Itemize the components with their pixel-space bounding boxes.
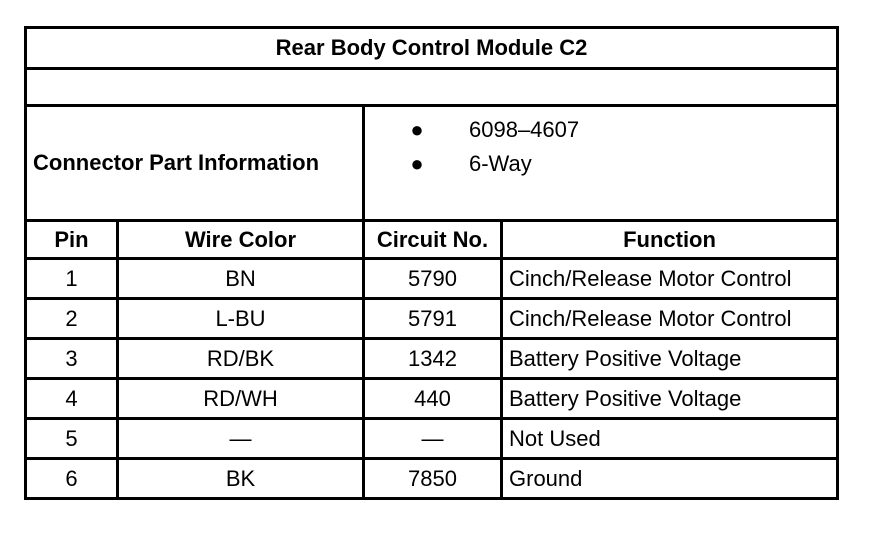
pin-cell: 1 — [26, 259, 118, 299]
pin-cell: 2 — [26, 299, 118, 339]
header-pin: Pin — [26, 221, 118, 259]
function-cell: Ground — [502, 459, 838, 499]
table-title: Rear Body Control Module C2 — [26, 28, 838, 69]
circuit-cell: 440 — [364, 379, 502, 419]
wire-color-cell: — — [118, 419, 364, 459]
table-row — [26, 259, 838, 299]
table-row — [26, 419, 838, 459]
spacer-row — [26, 69, 838, 106]
connector-part-info — [364, 106, 838, 221]
circuit-cell: 5790 — [364, 259, 502, 299]
wire-color-cell: RD/BK — [118, 339, 364, 379]
function-cell: Battery Positive Voltage — [502, 339, 838, 379]
table-row — [26, 379, 838, 419]
function-cell: Not Used — [502, 419, 838, 459]
circuit-cell: 5791 — [364, 299, 502, 339]
header-circuit-no: Circuit No. — [364, 221, 502, 259]
wire-color-cell: L-BU — [118, 299, 364, 339]
pin-cell: 5 — [26, 419, 118, 459]
circuit-cell: — — [364, 419, 502, 459]
table-row — [26, 339, 838, 379]
connector-table — [24, 26, 839, 500]
function-cell: Cinch/Release Motor Control — [502, 259, 838, 299]
pin-cell: 3 — [26, 339, 118, 379]
connector-part-label: Connector Part Information — [26, 106, 364, 221]
pin-cell: 4 — [26, 379, 118, 419]
list-item — [365, 153, 836, 187]
connector-part-number: 6098–4607 — [469, 117, 580, 142]
pin-cell: 6 — [26, 459, 118, 499]
circuit-cell: 1342 — [364, 339, 502, 379]
connector-way-count: 6-Way — [469, 151, 532, 176]
wire-color-cell: RD/WH — [118, 379, 364, 419]
bullet-icon: ● — [410, 151, 424, 176]
function-cell: Battery Positive Voltage — [502, 379, 838, 419]
connector-info-row — [26, 106, 838, 221]
wire-color-cell: BK — [118, 459, 364, 499]
empty-cell — [26, 69, 838, 106]
header-wire-color: Wire Color — [118, 221, 364, 259]
function-cell: Cinch/Release Motor Control — [502, 299, 838, 339]
header-row — [26, 221, 838, 259]
bullet-icon: ● — [410, 117, 424, 142]
wire-color-cell: BN — [118, 259, 364, 299]
header-function: Function — [502, 221, 838, 259]
circuit-cell: 7850 — [364, 459, 502, 499]
list-item — [365, 119, 836, 153]
connector-info-list — [365, 107, 836, 187]
table-row — [26, 299, 838, 339]
table-row — [26, 459, 838, 499]
title-row — [26, 28, 838, 69]
